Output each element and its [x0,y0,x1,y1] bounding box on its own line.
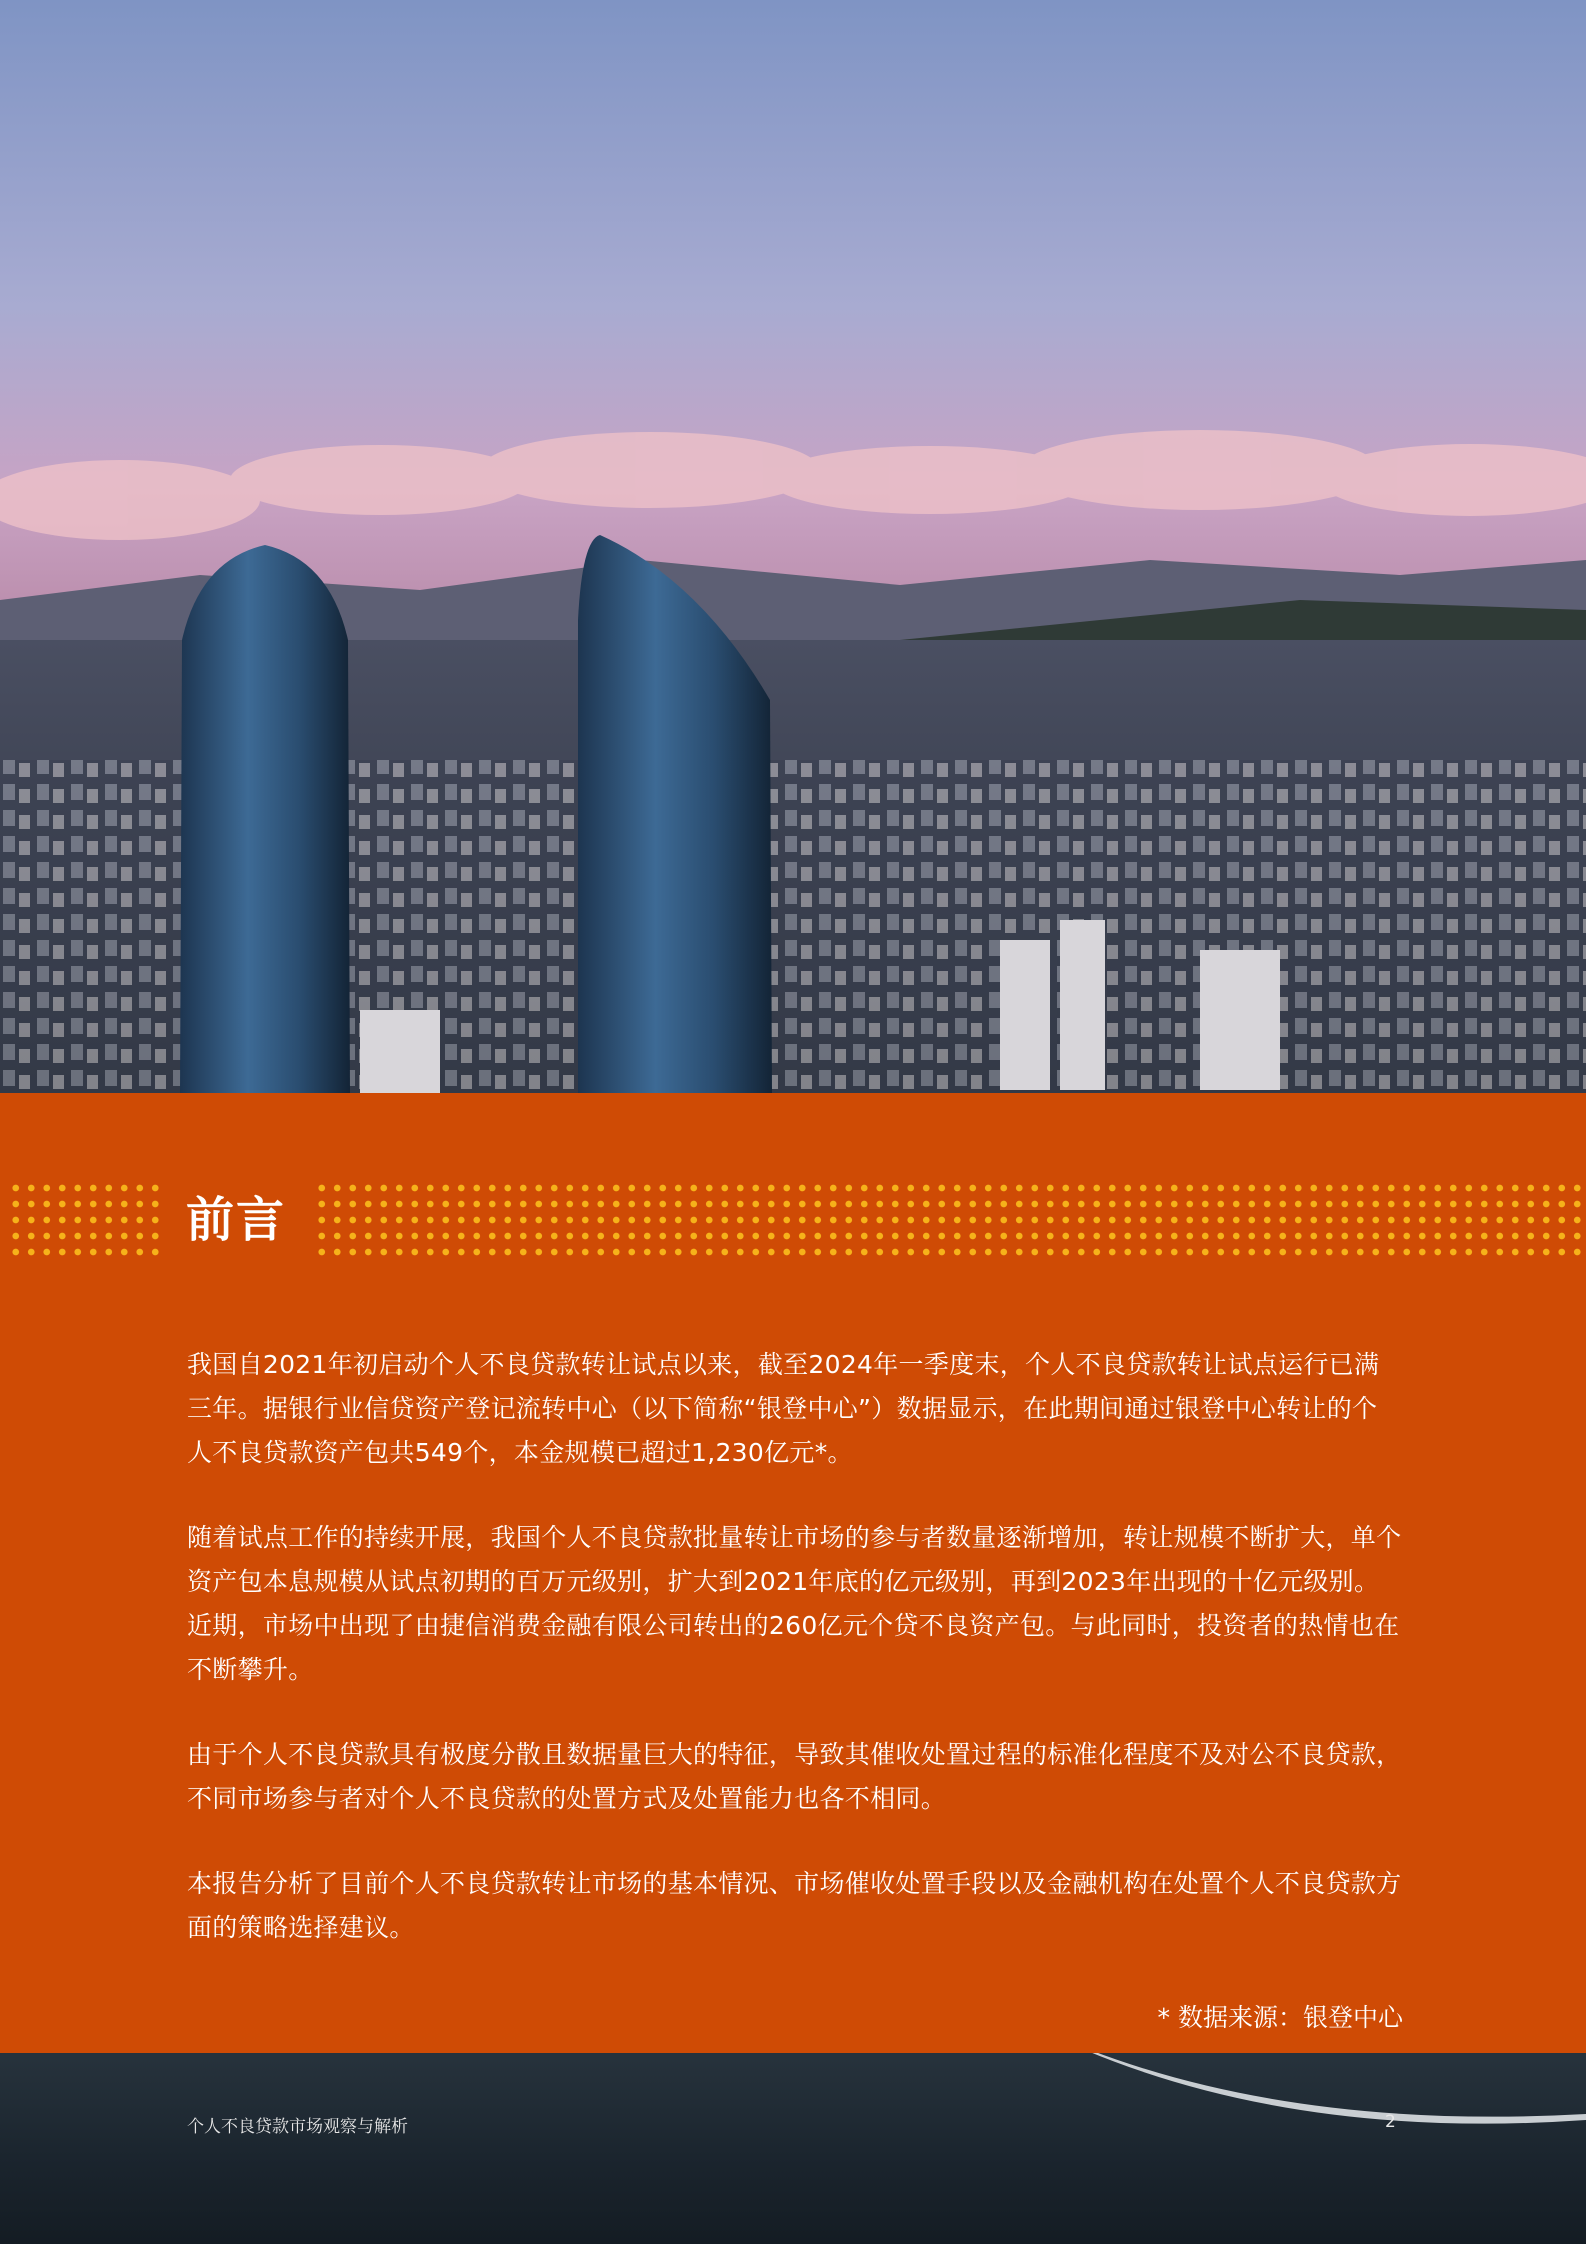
paragraph-4: 本报告分析了目前个人不良贷款转让市场的基本情况、市场催收处置手段以及金融机构在处置个人不良贷款方面的策略选择建议。 [187,1869,1402,1942]
paragraph-2: 随着试点工作的持续开展，我国个人不良贷款批量转让市场的参与者数量逐渐增加，转让规模不断扩大，单个资产包本息规模从试点初期的百万元级别，扩大到2021年底的亿元级别，再到2023年出现的十亿元级别。近期，市场中出现了由捷信消费金融有限公司转出的260亿元个贷不良资产包。与此同时，投资者的热情也在不断攀升。 [187,1523,1402,1684]
sea-background [0,2050,1586,2244]
dot-pattern-right [312,1180,1586,1260]
page-number: 2 [1385,2112,1396,2132]
dot-pattern-left [6,1180,166,1260]
paragraph-3: 由于个人不良贷款具有极度分散且数据量巨大的特征，导致其催收处置过程的标准化程度不及对公不良贷款，不同市场参与者对个人不良贷款的处置方式及处置能力也各不相同。 [187,1740,1402,1813]
paragraph-1: 我国自2021年初启动个人不良贷款转让试点以来，截至2024年一季度末，个人不良贷款转让试点运行已满三年。据银行业信贷资产登记流转中心（以下简称“银登中心”）数据显示，在此期间通过银登中心转让的个人不良贷款资产包共549个，本金规模已超过1,230亿元*。 [187,1350,1380,1467]
data-source-note: * 数据来源：银登中心 [1157,2003,1403,2032]
section-heading: 前言 [186,1192,287,1248]
footer-report-title: 个人不良贷款市场观察与解析 [187,2117,408,2137]
hero-image-city-skyline [0,0,1586,1095]
body-text [187,1343,1402,1991]
